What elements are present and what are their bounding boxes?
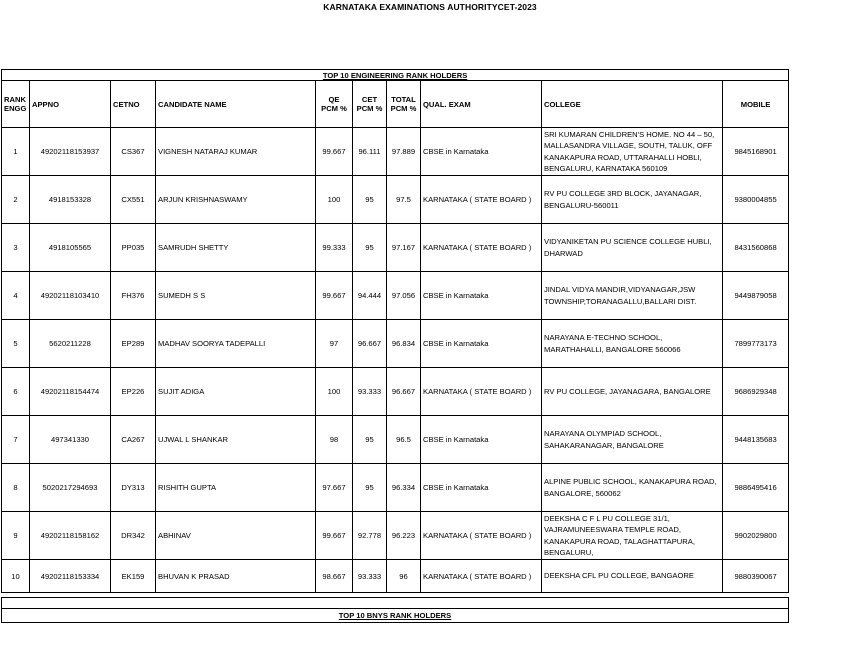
rank-cell: 7 (2, 416, 30, 464)
candidate-name-cell: ABHINAV (156, 512, 316, 560)
cet-cell: 95 (353, 176, 387, 224)
candidate-name-cell: SUJIT ADIGA (156, 368, 316, 416)
rank-cell: 4 (2, 272, 30, 320)
appno-cell: 49202118158162 (30, 512, 111, 560)
table-row (2, 224, 789, 272)
qual-exam-cell: CBSE in Karnataka (421, 128, 542, 176)
college-cell: ALPINE PUBLIC SCHOOL, KANAKAPURA ROAD, BANGALORE, 560062 (542, 464, 723, 512)
mobile-cell: 9886495416 (723, 464, 789, 512)
qual-exam-cell: CBSE in Karnataka (421, 272, 542, 320)
total-cell: 96.334 (387, 464, 421, 512)
qual-exam-cell: KARNATAKA ( STATE BOARD ) (421, 176, 542, 224)
header-qual-exam: QUAL. EXAM (421, 81, 542, 128)
qual-exam-cell: KARNATAKA ( STATE BOARD ) (421, 512, 542, 560)
college-cell: NARAYANA OLYMPIAD SCHOOL, SAHAKARANAGAR, BANGALORE (542, 416, 723, 464)
table-row (2, 512, 789, 560)
table-row (2, 272, 789, 320)
college-cell: VIDYANIKETAN PU SCIENCE COLLEGE HUBLI, DHARWAD (542, 224, 723, 272)
college-cell: DEEKSHA C F L PU COLLEGE 31/1, VAJRAMUNEESWARA TEMPLE ROAD, KANAKAPURA ROAD, TALAGHATTAPURA, BENGALURU, (542, 512, 723, 560)
appno-cell: 4918105565 (30, 224, 111, 272)
qe-cell: 99.667 (316, 512, 353, 560)
header-college: COLLEGE (542, 81, 723, 128)
candidate-name-cell: MADHAV SOORYA TADEPALLI (156, 320, 316, 368)
total-cell: 96.223 (387, 512, 421, 560)
table-row (2, 416, 789, 464)
rank-cell: 1 (2, 128, 30, 176)
qe-cell: 99.333 (316, 224, 353, 272)
qe-cell: 98.667 (316, 560, 353, 593)
table-row (2, 368, 789, 416)
header-qe: QE PCM % (316, 81, 353, 128)
college-cell: NARAYANA E-TECHNO SCHOOL, MARATHAHALLI, BANGALORE 560066 (542, 320, 723, 368)
cetno-cell: EK159 (111, 560, 156, 593)
total-cell: 96.667 (387, 368, 421, 416)
table-row (2, 560, 789, 593)
cetno-cell: PP035 (111, 224, 156, 272)
appno-cell: 49202118153937 (30, 128, 111, 176)
table-row (2, 320, 789, 368)
qe-cell: 100 (316, 368, 353, 416)
mobile-cell: 9380004855 (723, 176, 789, 224)
candidate-name-cell: ARJUN KRISHNASWAMY (156, 176, 316, 224)
total-cell: 97.889 (387, 128, 421, 176)
cet-cell: 96.667 (353, 320, 387, 368)
candidate-name-cell: UJWAL L SHANKAR (156, 416, 316, 464)
spacer-row (2, 598, 789, 609)
qual-exam-cell: CBSE in Karnataka (421, 464, 542, 512)
qe-cell: 99.667 (316, 272, 353, 320)
appno-cell: 49202118153334 (30, 560, 111, 593)
appno-cell: 4918153328 (30, 176, 111, 224)
candidate-name-cell: SAMRUDH SHETTY (156, 224, 316, 272)
header-rank: RANK ENGG (2, 81, 30, 128)
cetno-cell: CS367 (111, 128, 156, 176)
total-cell: 97.5 (387, 176, 421, 224)
cet-cell: 93.333 (353, 560, 387, 593)
total-cell: 96.834 (387, 320, 421, 368)
section-title-engineering: TOP 10 ENGINEERING RANK HOLDERS (2, 70, 789, 81)
qe-cell: 98 (316, 416, 353, 464)
rank-table-body (2, 70, 789, 593)
candidate-name-cell: BHUVAN K PRASAD (156, 560, 316, 593)
total-cell: 96.5 (387, 416, 421, 464)
header-row (2, 81, 789, 128)
mobile-cell: 9449879058 (723, 272, 789, 320)
qe-cell: 99.667 (316, 128, 353, 176)
header-total: TOTAL PCM % (387, 81, 421, 128)
qe-cell: 100 (316, 176, 353, 224)
college-cell: JINDAL VIDYA MANDIR,VIDYANAGAR,JSW TOWNSHIP,TORANAGALLU,BALLARI DIST. (542, 272, 723, 320)
rank-cell: 10 (2, 560, 30, 593)
cet-cell: 93.333 (353, 368, 387, 416)
college-cell: DEEKSHA CFL PU COLLEGE, BANGAORE (542, 560, 723, 593)
qe-cell: 97.667 (316, 464, 353, 512)
header-candidate-name: CANDIDATE NAME (156, 81, 316, 128)
cetno-cell: CA267 (111, 416, 156, 464)
qual-exam-cell: CBSE in Karnataka (421, 320, 542, 368)
candidate-name-cell: SUMEDH S S (156, 272, 316, 320)
cet-cell: 95 (353, 416, 387, 464)
engineering-rank-table (1, 69, 789, 593)
rank-cell: 6 (2, 368, 30, 416)
appno-cell: 49202118103410 (30, 272, 111, 320)
section-title-bnys: TOP 10 BNYS RANK HOLDERS (2, 609, 789, 623)
mobile-cell: 9686929348 (723, 368, 789, 416)
cetno-cell: DY313 (111, 464, 156, 512)
qe-cell: 97 (316, 320, 353, 368)
total-cell: 97.167 (387, 224, 421, 272)
rank-cell: 2 (2, 176, 30, 224)
candidate-name-cell: RISHITH GUPTA (156, 464, 316, 512)
header-appno: APPNO (30, 81, 111, 128)
rank-cell: 3 (2, 224, 30, 272)
table-row (2, 464, 789, 512)
cetno-cell: EP289 (111, 320, 156, 368)
college-cell: SRI KUMARAN CHILDREN'S HOME. NO 44 – 50, MALLASANDRA VILLAGE, SOUTH, TALUK, OFF KANAKAPURA ROAD, UTTARAHALLI HOBLI, BENGALURU, KARNATAKA 560109 (542, 128, 723, 176)
qual-exam-cell: KARNATAKA ( STATE BOARD ) (421, 560, 542, 593)
header-cet: CET PCM % (353, 81, 387, 128)
cet-cell: 94.444 (353, 272, 387, 320)
header-cetno: CETNO (111, 81, 156, 128)
cetno-cell: EP226 (111, 368, 156, 416)
mobile-cell: 9448135683 (723, 416, 789, 464)
cetno-cell: CX551 (111, 176, 156, 224)
qual-exam-cell: CBSE in Karnataka (421, 416, 542, 464)
appno-cell: 5620211228 (30, 320, 111, 368)
mobile-cell: 9902029800 (723, 512, 789, 560)
total-cell: 96 (387, 560, 421, 593)
appno-cell: 49202118154474 (30, 368, 111, 416)
mobile-cell: 8431560868 (723, 224, 789, 272)
rank-cell: 9 (2, 512, 30, 560)
qual-exam-cell: KARNATAKA ( STATE BOARD ) (421, 368, 542, 416)
bnys-rank-table (1, 597, 789, 623)
cet-cell: 95 (353, 464, 387, 512)
qual-exam-cell: KARNATAKA ( STATE BOARD ) (421, 224, 542, 272)
table-row (2, 176, 789, 224)
cetno-cell: FH376 (111, 272, 156, 320)
page-title: KARNATAKA EXAMINATIONS AUTHORITYCET-2023 (323, 2, 537, 12)
appno-cell: 497341330 (30, 416, 111, 464)
rank-cell: 5 (2, 320, 30, 368)
college-cell: RV PU COLLEGE, JAYANAGARA, BANGALORE (542, 368, 723, 416)
mobile-cell: 9845168901 (723, 128, 789, 176)
mobile-cell: 7899773173 (723, 320, 789, 368)
cetno-cell: DR342 (111, 512, 156, 560)
mobile-cell: 9880390067 (723, 560, 789, 593)
total-cell: 97.056 (387, 272, 421, 320)
appno-cell: 5020217294693 (30, 464, 111, 512)
candidate-name-cell: VIGNESH NATARAJ KUMAR (156, 128, 316, 176)
cet-cell: 96.111 (353, 128, 387, 176)
cet-cell: 95 (353, 224, 387, 272)
college-cell: RV PU COLLEGE 3RD BLOCK, JAYANAGAR, BENGALURU-560011 (542, 176, 723, 224)
header-mobile: MOBILE (723, 81, 789, 128)
cet-cell: 92.778 (353, 512, 387, 560)
table-row (2, 128, 789, 176)
rank-cell: 8 (2, 464, 30, 512)
